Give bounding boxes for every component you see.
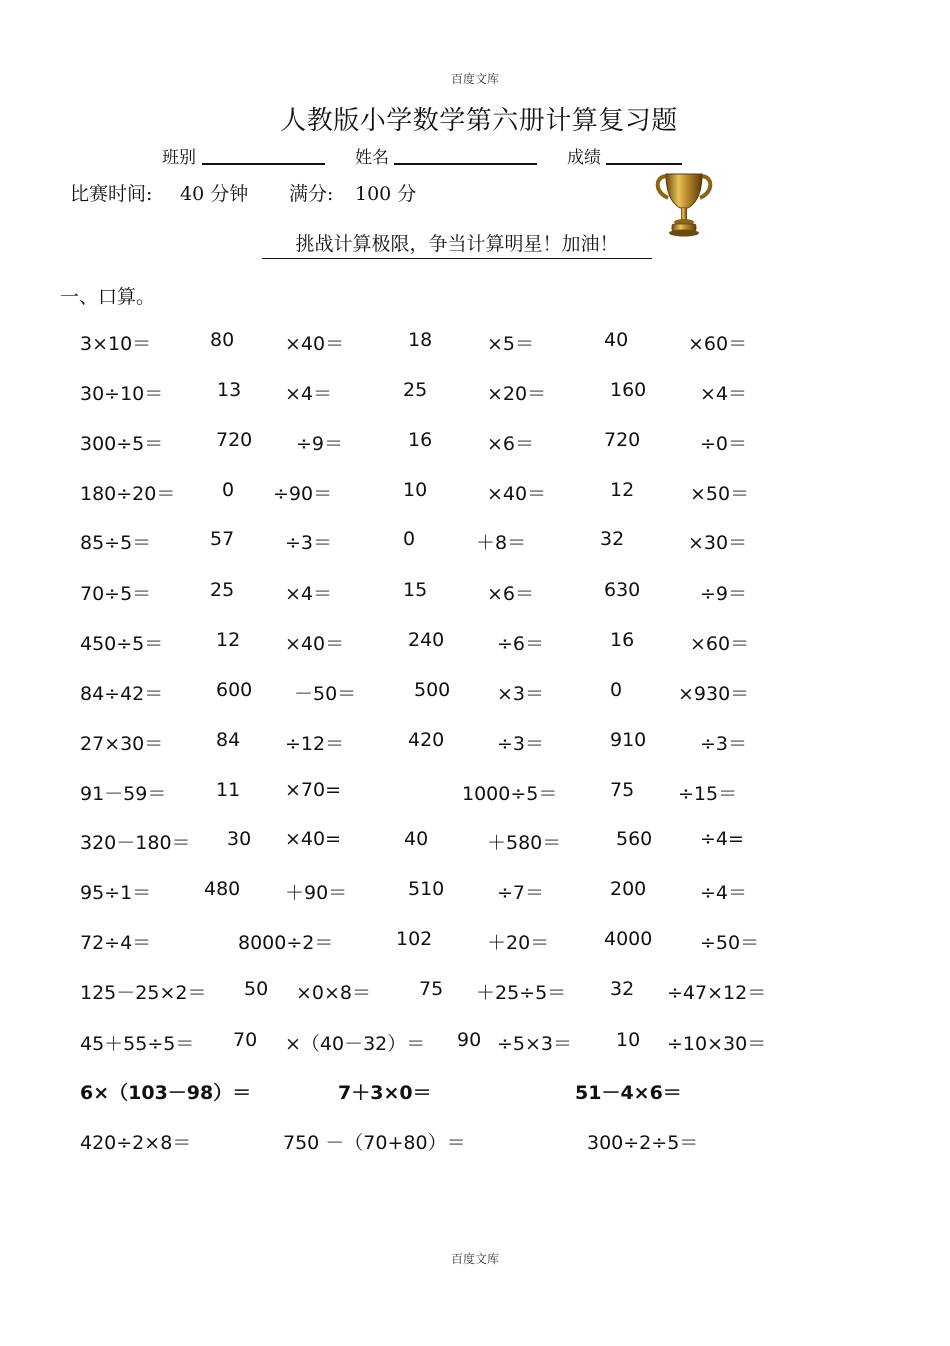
name-label: 姓名: [355, 148, 389, 168]
calc-cell: 450÷5＝: [80, 633, 164, 655]
calc-cell: －50＝: [294, 683, 357, 705]
time-label: 比赛时间:: [70, 183, 153, 205]
calc-cell: ×60＝: [688, 333, 748, 355]
calc-cell: ÷4=: [700, 828, 744, 850]
calc-cell: ÷6＝: [497, 633, 545, 655]
calc-cell: ＋90＝: [285, 882, 348, 904]
calc-cell: 84÷42＝: [80, 683, 164, 705]
calc-cell: ×70=: [285, 779, 342, 801]
calc-cell: 720: [604, 429, 641, 451]
calc-cell: 25: [210, 579, 235, 601]
page-title: 人教版小学数学第六册计算复习题: [280, 106, 678, 136]
calc-cell: 10: [403, 479, 428, 501]
calc-cell: 500: [414, 679, 451, 701]
calc-cell: ×6＝: [487, 433, 535, 455]
calc-cell: 75: [419, 978, 444, 1000]
calc-cell: 11: [216, 779, 241, 801]
calc-cell: 180÷20＝: [80, 483, 176, 505]
full-score-label: 满分:: [289, 183, 334, 205]
calc-cell: ×40＝: [487, 483, 547, 505]
problem-last-1: 420÷2×8＝: [80, 1132, 192, 1154]
calc-cell: 12: [610, 479, 635, 501]
calc-cell: 12: [216, 629, 241, 651]
calc-cell: 70÷5＝: [80, 583, 152, 605]
calc-cell: ×6＝: [487, 583, 535, 605]
score-label: 成绩: [567, 148, 601, 168]
calc-cell: ×930＝: [678, 683, 750, 705]
calc-cell: ÷50＝: [700, 932, 760, 954]
calc-cell: 40: [604, 329, 629, 351]
bold-problem-2: 7＋3×0＝: [338, 1082, 432, 1104]
calc-cell: ÷9＝: [296, 433, 344, 455]
calc-cell: ＋580＝: [487, 832, 562, 854]
calc-cell: ×30＝: [688, 532, 748, 554]
calc-cell: ÷5×3＝: [497, 1033, 573, 1055]
calc-cell: 27×30＝: [80, 733, 164, 755]
calc-cell: 50: [244, 978, 269, 1000]
calc-cell: 560: [616, 828, 653, 850]
calc-cell: 18: [408, 329, 433, 351]
calc-cell: ×40=: [285, 828, 342, 850]
calc-cell: 0: [222, 479, 235, 501]
calc-cell: 200: [610, 878, 647, 900]
section-heading: 一、口算。: [60, 286, 156, 308]
calc-cell: ×4＝: [285, 583, 333, 605]
calc-cell: ×3＝: [497, 683, 545, 705]
bold-problem-1: 6×（103－98）＝: [80, 1082, 252, 1104]
calc-cell: 80: [210, 329, 235, 351]
calc-cell: 70: [233, 1029, 258, 1051]
calc-cell: ×0×8＝: [296, 982, 372, 1004]
trophy-icon: [652, 170, 716, 240]
full-score-value: 100 分: [355, 183, 417, 205]
calc-cell: 910: [610, 729, 647, 751]
calc-cell: 0: [610, 679, 623, 701]
calc-cell: 8000÷2＝: [238, 932, 334, 954]
class-label: 班别: [162, 148, 196, 168]
calc-cell: 32: [610, 978, 635, 1000]
calc-cell: ×（40－32）＝: [285, 1033, 426, 1055]
calc-cell: 300÷5＝: [80, 433, 164, 455]
time-value: 40 分钟: [180, 183, 249, 205]
calc-cell: ÷7＝: [497, 882, 545, 904]
calc-cell: 0: [403, 528, 416, 550]
calc-cell: ÷90＝: [273, 483, 333, 505]
calc-cell: ×40＝: [285, 633, 345, 655]
calc-cell: ×50＝: [690, 483, 750, 505]
calc-cell: 510: [408, 878, 445, 900]
calc-cell: ＋8＝: [476, 532, 527, 554]
calc-cell: 160: [610, 379, 647, 401]
calc-cell: ÷15＝: [678, 783, 738, 805]
calc-cell: ×5＝: [487, 333, 535, 355]
calc-cell: 320－180＝: [80, 832, 191, 854]
score-blank: [606, 163, 682, 165]
slogan: 挑战计算极限，争当计算明星！加油！: [262, 229, 652, 259]
calc-cell: 91－59＝: [80, 783, 167, 805]
calc-cell: ×4＝: [285, 383, 333, 405]
calc-cell: ÷4＝: [700, 882, 748, 904]
calc-cell: ÷0＝: [700, 433, 748, 455]
calc-cell: 420: [408, 729, 445, 751]
page-header: 百度文库: [450, 72, 499, 86]
calc-cell: 95÷1＝: [80, 882, 152, 904]
calc-cell: ÷3＝: [285, 532, 333, 554]
calc-cell: 1000÷5＝: [462, 783, 558, 805]
calc-cell: ÷3＝: [700, 733, 748, 755]
calc-cell: ×40＝: [285, 333, 345, 355]
calc-cell: 102: [396, 928, 433, 950]
calc-cell: 30÷10＝: [80, 383, 164, 405]
calc-cell: ×20＝: [487, 383, 547, 405]
problem-last-2: 750 －（70+80）＝: [283, 1132, 466, 1154]
calc-cell: 57: [210, 528, 235, 550]
calc-cell: 75: [610, 779, 635, 801]
calc-cell: 30: [227, 828, 252, 850]
class-blank: [202, 163, 325, 165]
calc-cell: 13: [217, 379, 242, 401]
calc-cell: 600: [216, 679, 253, 701]
name-blank: [394, 163, 537, 165]
page-footer: 百度文库: [450, 1252, 499, 1266]
problem-last-3: 300÷2÷5＝: [587, 1132, 699, 1154]
calc-cell: 125－25×2＝: [80, 982, 207, 1004]
calc-cell: ×60＝: [690, 633, 750, 655]
calc-cell: 3×10＝: [80, 333, 152, 355]
calc-cell: 16: [408, 429, 433, 451]
calc-cell: 630: [604, 579, 641, 601]
calc-cell: 85÷5＝: [80, 532, 152, 554]
calc-cell: ÷10×30＝: [667, 1033, 767, 1055]
calc-cell: ÷47×12＝: [667, 982, 767, 1004]
calc-cell: ÷3＝: [497, 733, 545, 755]
calc-cell: 84: [216, 729, 241, 751]
calc-cell: 15: [403, 579, 428, 601]
calc-cell: 240: [408, 629, 445, 651]
calc-cell: 10: [616, 1029, 641, 1051]
calc-cell: 32: [600, 528, 625, 550]
calc-cell: ÷12＝: [285, 733, 345, 755]
calc-cell: 25: [403, 379, 428, 401]
calc-cell: 16: [610, 629, 635, 651]
bold-problem-3: 51－4×6＝: [575, 1082, 682, 1104]
calc-cell: 40: [404, 828, 429, 850]
calc-cell: 720: [216, 429, 253, 451]
calc-cell: 90: [457, 1029, 482, 1051]
calc-cell: ＋20＝: [487, 932, 550, 954]
calc-cell: 45＋55÷5＝: [80, 1033, 195, 1055]
calc-cell: ÷9＝: [700, 583, 748, 605]
calc-cell: 4000: [604, 928, 653, 950]
calc-cell: ×4＝: [700, 383, 748, 405]
calc-cell: 72÷4＝: [80, 932, 152, 954]
calc-cell: ＋25÷5＝: [476, 982, 567, 1004]
calc-cell: 480: [204, 878, 241, 900]
